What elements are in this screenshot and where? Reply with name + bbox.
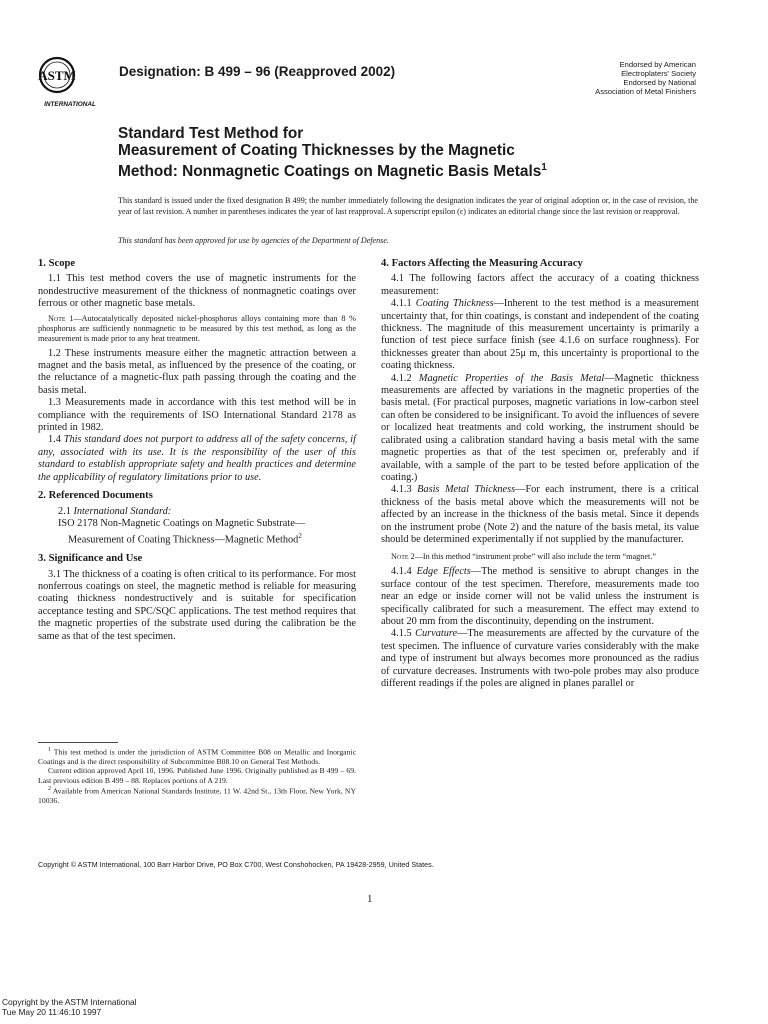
stamp-line-1: Copyright by the ASTM International [2,997,137,1007]
section-heading-significance: 3. Significance and Use [38,553,143,565]
paragraph-number: 1.4 [48,434,64,446]
footnotes [38,746,356,806]
paragraph-1-2: 1.2 These instruments measure either the magnetic attraction between a magnet and the basis metal, as influenced by the presence of the coating, or the reluctance of a magnetic-flux path passing through the coating and the basis metal. [38,347,356,396]
footnote-marker: 2 [48,786,51,793]
safety-statement: This standard does not purport to address all of the safety concerns, if any, associated with its use. It is the responsibility of the user of this standard to establish appropriate safety and health practices and determine the applicability of regulatory limitations prior to use. [38,434,356,483]
title-footnote-marker: 1 [541,162,547,173]
paragraph-4-1-4 [381,566,699,628]
paragraph-number: 4.1.2 [391,372,419,384]
paragraph-number: 4.1.5 [391,628,416,640]
approval-note: This standard has been approved for use by agencies of the Department of Defense. [118,236,389,245]
paragraph-4-1: 4.1 The following factors affect the accuracy of a coating thickness measurement: [381,273,699,297]
paragraph-3-1: 3.1 The thickness of a coating is often critical to its performance. For most nonferrous coatings on steel, the magnetic method is reliable for measuring coating thickness nondestructively and is suitable for specification acceptance testing and SPC/SQC applications. The test method requires that the magnetic properties of the substrate used during the calibration be the same as that of the test specimen. [38,568,356,642]
note-text: —Autocatalytically deposited nickel-phosphorus alloys containing more than 8 % phosphorus are sufficiently nonmagnetic to be measured by this test method, as long as the measurement is made prior to any heat treatment. [38,313,357,343]
paragraph-4-1-2 [381,373,699,485]
note-label: Note 2 [391,552,415,562]
astm-logo-graphic [30,52,110,108]
reference-iso-2178-continued [38,530,356,547]
page-number: 1 [367,893,373,905]
paragraph-text: —The measurements are affected by the curvature of the test specimen. The influence of curvature varies considerably with the make and type of instrument but always becomes more pronounced as the radius of curvature decreases. Instruments with two-pole probes may also produce different readings if the poles are aligned in planes parallel or [381,628,699,689]
footnote-marker: 2 [298,532,302,541]
paragraph-number: 4.1.3 [391,484,418,496]
paragraph-4-1-1 [381,298,699,372]
note-label: Note 1 [48,313,74,323]
footnote-1b: Current edition approved April 10, 1996. Published June 1996. Originally published as B 499 – 69. Last previous edition B 499 – 88. Replaces portions of A 219. [38,766,356,785]
endorsement-line: Electroplaters' Society [621,69,696,78]
paragraph-2-1 [38,506,356,518]
paragraph-4-1-5 [381,628,699,690]
right-column [381,258,699,690]
footnote-rule [38,742,118,743]
endorsement-line: Association of Metal Finishers [595,87,696,96]
paragraph-1-1: 1.1 This test method covers the use of magnetic instruments for the nondestructive measurement of the thickness of nonmagnetic coatings over ferrous or other magnetic base metals. [38,273,356,310]
svg-text:ASTM: ASTM [38,68,76,83]
paragraph-subheading: Magnetic Properties of the Basis Metal [418,372,605,384]
section-heading-factors: 4. Factors Affecting the Measuring Accuracy [381,258,583,269]
paragraph-text: —For each instrument, there is a critical thickness of the basis metal above which the measurements will not be affected by an increase in the thickness of the basis metal. Since it depends on the instrument probe (Note 2) and the nature of the basis metal, its value should be determined experimentally if not supplied by the manufacturer. [381,484,700,545]
paragraph-subheading: Curvature [415,628,458,640]
title-line-1: Standard Test Method for [118,125,304,142]
reference-text: Measurement of Coating Thickness—Magnetic Method [68,534,299,546]
section-heading-referenced-documents: 2. Referenced Documents [38,490,153,502]
endorsements [560,60,696,96]
designation: Designation: B 499 – 96 (Reapproved 2002) [119,64,396,79]
copyright-line: Copyright © ASTM International, 100 Barr Harbor Drive, PO Box C700, West Conshohocken, PA 19428-2959, United States. [38,860,434,869]
stamp-line-2: Tue May 20 11:46:10 1997 [2,1007,102,1017]
note-text: —In this method “instrument probe” will also include the term “magnet.” [414,552,656,562]
paragraph-subheading: Edge Effects [416,566,471,578]
footnote-text: Available from American National Standards Institute, 11 W. 42nd St., 13th Floor, New York, NY 10036. [38,786,356,806]
footnote-2 [38,785,356,805]
paragraph-text: —Magnetic thickness measurements are affected by variations in the magnetic properties of the basis metal. (For practical purposes, magnetic variations in low-carbon steel can often be considered to be insignificant. To avoid the influences of severe or localized heat treatments and cold working, the instrument should be calibrated using a calibration standard having a basis metal with the same magnetic properties as that of the test specimen or, preferably and if available, with a sample of the part to be tested before application of the coating.) [381,372,700,483]
footnote-marker: 1 [48,747,51,753]
download-stamp [2,997,137,1017]
paragraph-subheading: Coating Thickness [415,298,494,310]
paragraph-subheading: Basis Metal Thickness [417,484,516,496]
footnote-text: This test method is under the jurisdiction of ASTM Committee B08 on Metallic and Inorganic Coatings and is the direct responsibility of Subcommittee B08.10 on General Test Methods. [38,747,356,766]
issuance-note: This standard is issued under the fixed designation B 499; the number immediately following the designation indicates the year of original adoption or, in the case of revision, the year of last revision. A number in parentheses indicates the year of last reapproval. A superscript epsilon (ε) indicates an editorial change since the last revision or reapproval. [118,196,698,216]
note-2 [381,552,699,562]
paragraph-1-4 [38,434,356,484]
title-line-3-text: Method: Nonmagnetic Coatings on Magnetic Basis Metals [118,163,542,181]
note-1 [38,314,356,344]
document-title [118,125,678,180]
paragraph-4-1-3 [381,484,699,546]
subheading: International Standard: [73,505,172,517]
paragraph-number: 4.1.1 [391,298,416,310]
paragraph-text: —The method is sensitive to abrupt changes in the surface contour of the test specimen. Therefore, measurements made too near an edge or inside corner will not be valid unless the instrument is specifically calibrated for such a measurement. The effect may extend to about 20 mm from the discontinuity, depending on the instrument. [381,566,699,627]
footnote-1 [38,746,356,766]
title-line-2: Measurement of Coating Thicknesses by the Magnetic [118,142,515,159]
title-line-3 [118,159,678,180]
endorsement-line: Endorsed by American [619,60,696,69]
reference-iso-2178: ISO 2178 Non-Magnetic Coatings on Magnetic Substrate— [58,517,306,529]
paragraph-1-3: 1.3 Measurements made in accordance with this test method will be in compliance with the requirements of ISO International Standard 2178 as printed in 1982. [38,397,356,434]
endorsement-line: Endorsed by National [623,78,696,87]
paragraph-number: 2.1 [58,505,74,517]
paragraph-text: —Inherent to the test method is a measurement uncertainty that, for thin coatings, is constant and independent of the coating thickness. The magnitude of this measurement uncertainty is primarily a function of test piece surface finish (see 4.1.6 on surface roughness). For thicknesses greater than about 25μ m, this uncertainty is proportional to the coating thickness. [381,298,700,372]
astm-logo [30,52,110,108]
left-column [38,258,356,643]
paragraph-number: 4.1.4 [391,566,417,578]
svg-text:INTERNATIONAL: INTERNATIONAL [44,101,96,108]
section-heading-scope: 1. Scope [38,258,76,269]
